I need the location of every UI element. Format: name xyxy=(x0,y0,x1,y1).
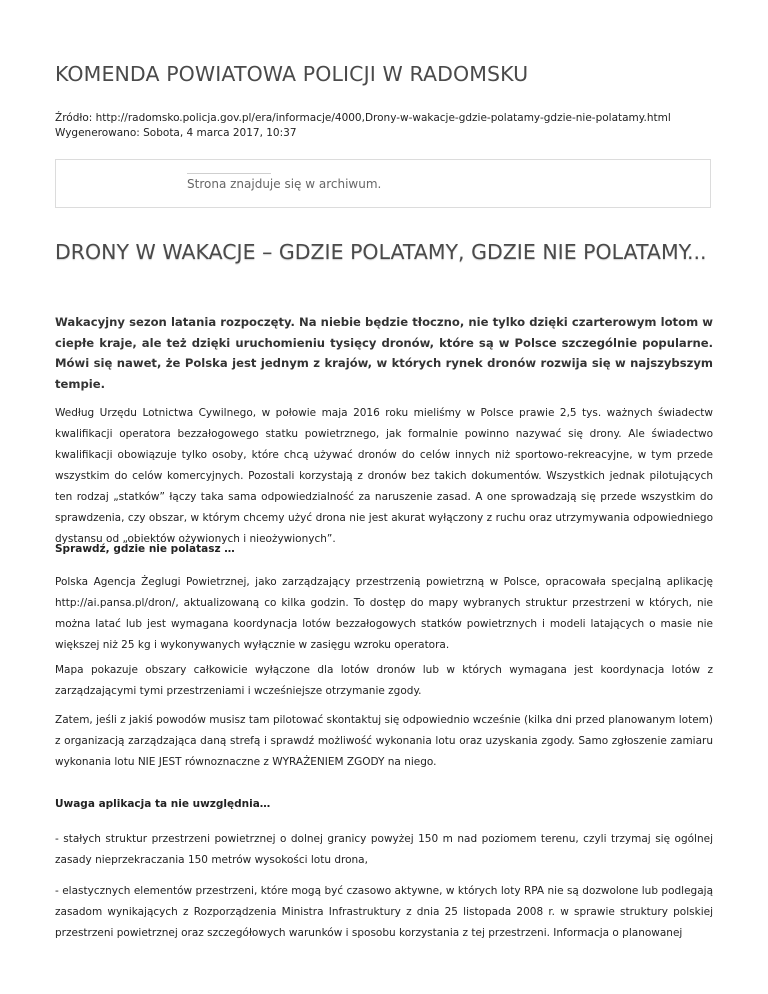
article-lead: Wakacyjny sezon latania rozpoczęty. Na niebie będzie tłoczno, nie tylko dzięki czarterowym lotom w ciepłe kraje, ale też dzięki uruchomieniu tysięcy dronów, które są w Polsce szczególnie popularne. Mówi się nawet, że Polska jest jednym z krajów, w których rynek dronów rozwija się w najszybszym tempie. xyxy=(55,315,713,391)
archive-notice: Strona znajduje się w archiwum. xyxy=(187,177,382,191)
site-title: KOMENDA POWIATOWA POLICJI W RADOMSKU xyxy=(55,62,529,86)
article-paragraph-6: - elastycznych elementów przestrzeni, które mogą być czasowo aktywne, w których loty RPA nie są dozwolone lub podlegają zasadom wynikających z Rozporządzenia Ministra Infrastruktury z dnia 25 listopada 2008 r. w sprawie struktury polskiej przestrzeni powietrznej oraz szczegółowych warunków i sposobu korzystania z tej przestrzeni. Informacja o planowanej xyxy=(55,885,713,939)
article-paragraph-1: Według Urzędu Lotnictwa Cywilnego, w połowie maja 2016 roku mieliśmy w Polsce prawie 2,5 tys. ważnych świadectw kwalifikacji operatora bezzałogowego statku powietrznego, jak formalnie powinno nazywać się drony. Ale świadectwo kwalifikacji obowiązuje tylko osoby, które chcą używać dronów do celów innych niż sportowo-rekreacyjne, w tym przede wszystkim do celów komercyjnych. Pozostali korzystają z dronów bez takich dokumentów. Wszystkich jednak pilotujących ten rodzaj „statków” łączy taka sama odpowiedzialność za naruszenie zasad. A one sprowadzają się przede wszystkim do sprawdzenia, czy obszar, w którym chcemy użyć drona nie jest akurat wyłączony z ruchu oraz utrzymywania odpowiedniego dystansu od „obiektów ożywionych i nieożywionych”. xyxy=(55,407,713,545)
source-line: Źródło: http://radomsko.policja.gov.pl/era/informacje/4000,Drony-w-wakacje-gdzie-polatamy-gdzie-nie-polatamy.html xyxy=(55,112,671,124)
section-heading-warning: Uwaga aplikacja ta nie uwzględnia… xyxy=(55,798,271,810)
generated-line: Wygenerowano: Sobota, 4 marca 2017, 10:37 xyxy=(55,127,297,139)
article-paragraph-3: Mapa pokazuje obszary całkowicie wyłączone dla lotów dronów lub w których wymagana jest koordynacja lotów z zarządzającymi tymi przestrzeniami i wcześniejsze otrzymanie zgody. xyxy=(55,664,713,697)
section-heading-check: Sprawdź, gdzie nie polatasz … xyxy=(55,543,235,555)
article-paragraph-4: Zatem, jeśli z jakiś powodów musisz tam pilotować skontaktuj się odpowiednio wcześnie (kilka dni przed planowanym lotem) z organizacją zarządzająca daną strefą i sprawdź możliwość wykonania lotu oraz uzyskania zgody. Samo zgłoszenie zamiaru wykonania lotu NIE JEST równoznaczne z WYRAŻENIEM ZGODY na niego. xyxy=(55,714,713,768)
archive-divider xyxy=(187,173,271,174)
article-paragraph-5: - stałych struktur przestrzeni powietrznej o dolnej granicy powyżej 150 m nad poziomem terenu, czyli trzymaj się ogólnej zasady nieprzekraczania 150 metrów wysokości lotu drona, xyxy=(55,833,713,866)
article-paragraph-2: Polska Agencja Żeglugi Powietrznej, jako zarządzający przestrzenią powietrzną w Polsce, opracowała specjalną aplikację http://ai.pansa.pl/dron/, aktualizowaną co kilka godzin. To dostęp do mapy wybranych struktur przestrzeni w których, nie można latać lub jest wymagana koordynacja lotów bezzałogowych statków powietrznych i modeli latających o masie nie większej niż 25 kg i wykonywanych wyłącznie w zasięgu wzroku operatora. xyxy=(55,576,713,651)
archive-notice-box xyxy=(55,159,711,208)
article-title: DRONY W WAKACJE – GDZIE POLATAMY, GDZIE NIE POLATAMY... xyxy=(55,240,707,264)
